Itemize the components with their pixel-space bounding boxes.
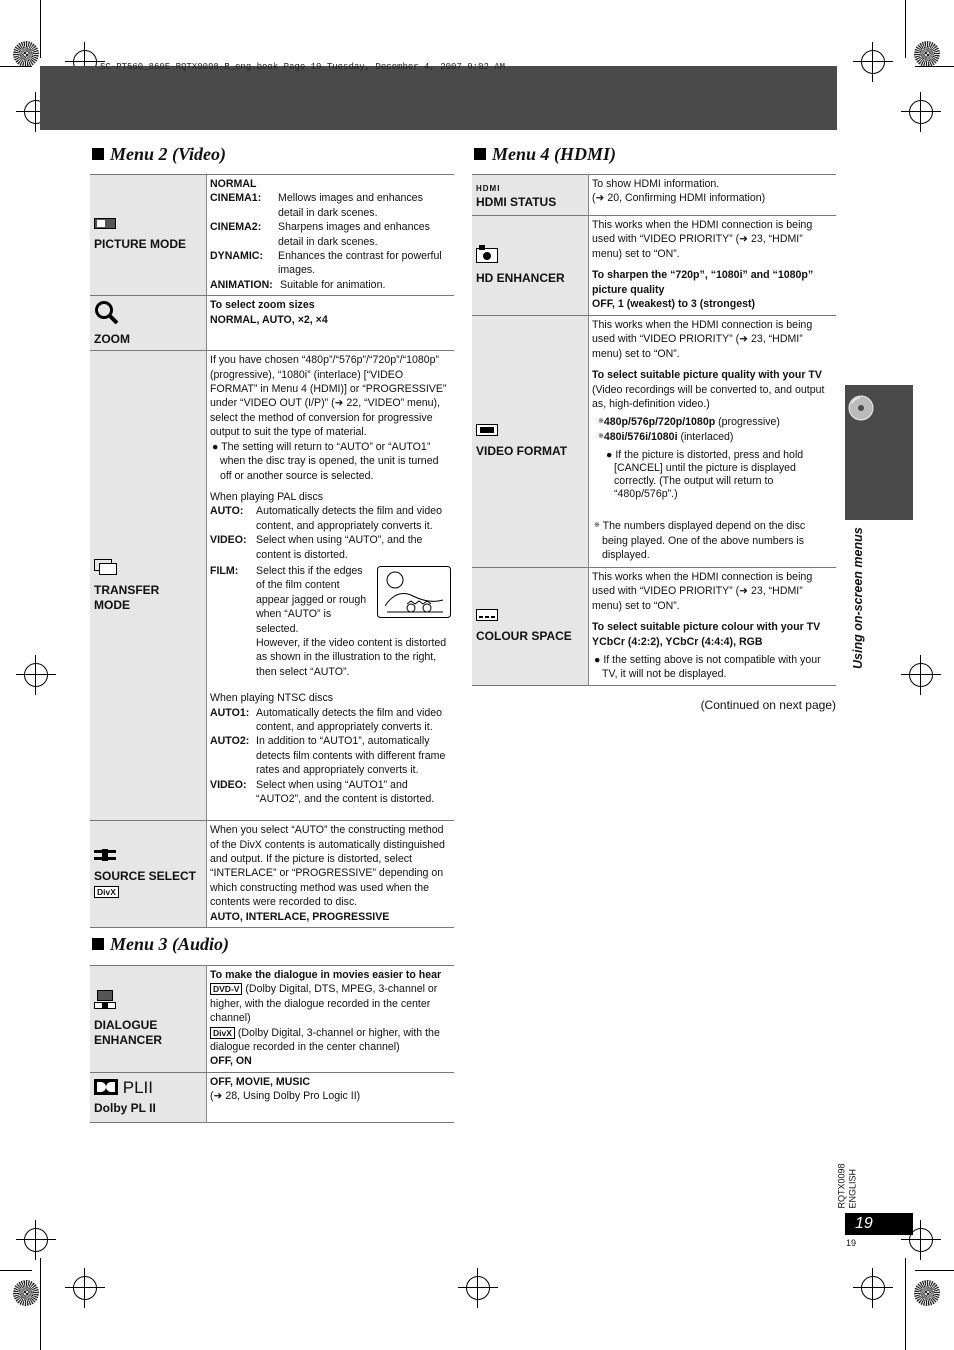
- side-tab: [845, 385, 913, 520]
- footnote: ※ The numbers displayed depend on the disc being played. One of the above numbers is displayed.: [594, 520, 806, 562]
- list-item: DYNAMIC: Enhances the contrast for powerful images.: [210, 250, 442, 277]
- divx-tag: DivX: [210, 1027, 235, 1039]
- registration-mark: [24, 1228, 48, 1252]
- table-row-hdmi-status: [472, 175, 836, 216]
- table-row-video-format: [472, 316, 836, 568]
- square-bullet-icon: [474, 148, 486, 160]
- page-number: 19: [845, 1213, 913, 1235]
- table-row-picture-mode: [90, 175, 454, 296]
- hdmi-status-desc: To show HDMI information. (➜ 20, Confirming HDMI information): [592, 178, 766, 205]
- menu4-table: [472, 174, 836, 686]
- print-slug: SC-PT560_860E-RQTX0098-R_eng.book Page 19 Tuesday, December 4, 2007 9:02 AM: [100, 62, 506, 72]
- transfer-mode-desc: If you have chosen “480p”/“576p”/“720p”/“1080p” (progressive), “1080i” (interlace) [“VIDEO FORMAT” in Menu 4 (HDMI)] or “PROGRESSIVE” under “VIDEO OUT (I/P)” (➜ 22, “VIDEO” menu), select the method of conversion for progressive output to suit the type of material. ● The setting will return to “AUTO” or “AUTO1” when the disc tray is opened, the unit is turned off or another source is selected. When playing PAL discs AUTO: Automatically detects the film and video content, and appropriately converts it. VIDEO: Select when using “AUTO”, and the content is distorted. FILM: Select this if the edges of the film content appear jagged or rough when “AUTO” is selected. However, if the video content is distorted as shown in the illustration to the right, then select “AUTO”. When playing NTSC discs AUTO1: Automatically detects the film and video content, and appropriately converts it. AUTO2: In addition to “AUTO1”, automatically detects film contents with different frame rates and appropriately converts it. VIDEO: Select when using “AUTO1” and “AUTO2”, and the content is distorted.: [207, 351, 455, 821]
- square-bullet-icon: [92, 938, 104, 950]
- table-row-zoom: [90, 296, 454, 351]
- header-band: [40, 66, 837, 130]
- divx-tag: DivX: [94, 886, 119, 898]
- colour-space-icon: [476, 609, 498, 625]
- video-format-label-cell: VIDEO FORMAT: [472, 316, 589, 568]
- color-rosette-top-right: [914, 41, 940, 67]
- crop-mark: [905, 1258, 906, 1350]
- list-item: AUTO1: Automatically detects the film and video content, and appropriately converts it.: [210, 706, 443, 733]
- picture-mode-label-cell: [90, 175, 207, 296]
- list-item: FILM: Select this if the edges of the film content appear jagged or rough when “AUTO” is selected. However, if the video content is distorted as shown in the illustration to the right, then select “AUTO”.: [210, 564, 451, 679]
- registration-mark: [73, 1276, 97, 1300]
- hd-enhancer-label-cell: HD ENHANCER: [472, 216, 589, 316]
- list-item: VIDEO: Select when using “AUTO1” and “AUTO2”, and the content is distorted.: [210, 778, 435, 806]
- menu2-table: [90, 174, 454, 928]
- list-item: ※480i/576i/1080i (interlaced): [598, 430, 734, 443]
- source-select-label-cell: SOURCE SELECT DivX: [90, 821, 207, 928]
- table-row-source-select: [90, 821, 454, 928]
- hd-enhancer-icon: [476, 245, 498, 267]
- list-item: CINEMA1: Mellows images and enhances detail in dark scenes.: [210, 192, 423, 219]
- list-item: AUTO2: In addition to “AUTO1”, automatically detects film contents with different frame rates and appropriately converts it.: [210, 735, 446, 777]
- hd-enhancer-desc: This works when the HDMI connection is being used with “VIDEO PRIORITY” (➜ 23, “HDMI” menu) set to “ON”. To sharpen the “720p”, “1080i” and “1080p” picture quality OFF, 1 (weakest) to 3 (strongest): [592, 219, 814, 311]
- crop-mark: [40, 0, 41, 58]
- magnifier-icon: [94, 300, 120, 328]
- page-number-small: 19: [846, 1238, 857, 1248]
- picture-mode-label: PICTURE MODE: [94, 237, 187, 252]
- menu3-table: [90, 965, 454, 1123]
- colour-space-desc: This works when the HDMI connection is being used with “VIDEO PRIORITY” (➜ 23, “HDMI” menu) set to “ON”. To select suitable picture colour with your TV YCbCr (4:2:2), YCbCr (4:4:4), RGB ● If the setting above is not compatible with your TV, it will not be displayed.: [589, 568, 837, 686]
- table-row-dolby-pl2: [90, 1072, 454, 1122]
- registration-mark: [909, 663, 933, 687]
- square-bullet-icon: [92, 148, 104, 160]
- zoom-label: ZOOM: [94, 331, 130, 346]
- list-item: ANIMATION: Suitable for animation.: [210, 278, 386, 291]
- hdmi-status-label-cell: HDMI HDMI STATUS: [472, 175, 589, 216]
- crop-mark: [905, 0, 906, 58]
- crop-mark: [0, 66, 32, 67]
- list-item: CINEMA2: Sharpens images and enhances detail in dark scenes.: [210, 221, 430, 248]
- option-normal: NORMAL: [210, 178, 257, 190]
- transfer-mode-icon: [94, 559, 118, 579]
- disc-icon: [848, 395, 874, 426]
- color-rosette-bottom-right: [914, 1280, 940, 1306]
- transfer-mode-label-cell: TRANSFER MODE: [90, 351, 207, 821]
- registration-mark: [24, 663, 48, 687]
- crop-mark: [40, 1258, 41, 1350]
- registration-mark: [466, 1276, 490, 1300]
- colour-space-label-cell: COLOUR SPACE: [472, 568, 589, 686]
- color-rosette-bottom-left: [13, 1280, 39, 1306]
- list-item: ● The setting will return to “AUTO” or “AUTO1” when the disc tray is opened, the unit is turned off or another source is selected.: [212, 440, 439, 482]
- registration-mark: [861, 50, 885, 74]
- dvd-v-tag: DVD-V: [210, 983, 242, 995]
- dialogue-enhancer-label-cell: DIALOGUE ENHANCER: [90, 966, 207, 1073]
- menu3-title: Menu 3 (Audio): [92, 934, 229, 955]
- menu4-title: Menu 4 (HDMI): [474, 144, 616, 165]
- source-select-icon: [94, 849, 116, 865]
- registration-mark: [909, 100, 933, 124]
- list-item: VIDEO: Select when using “AUTO”, and the content is distorted.: [210, 534, 423, 561]
- crop-mark: [0, 1270, 32, 1271]
- table-row-transfer-mode: [90, 351, 454, 821]
- dolby-label-cell: PLII Dolby PL II: [90, 1072, 207, 1122]
- dialogue-enhancer-icon: [94, 990, 116, 1014]
- dolby-desc: OFF, MOVIE, MUSIC (➜ 28, Using Dolby Pro Logic II): [210, 1075, 361, 1103]
- picture-mode-desc: [207, 175, 455, 296]
- zoom-label-cell: [90, 296, 207, 351]
- table-row-colour-space: [472, 568, 836, 686]
- table-row-dialogue-enhancer: [90, 966, 454, 1073]
- distorted-video-illustration: [377, 566, 451, 622]
- dialogue-enhancer-desc: To make the dialogue in movies easier to hear DVD-V (Dolby Digital, DTS, MPEG, 3-channel or higher, with the dialogue recorded in the center channel) DivX (Dolby Digital, 3-channel or higher, with the dialogue recorded in the center channel) OFF, ON: [210, 969, 442, 1068]
- picture-mode-icon: [94, 218, 116, 233]
- list-item: ※480p/576p/720p/1080p (progressive): [598, 416, 780, 429]
- zoom-desc: To select zoom sizes NORMAL, AUTO, ×2, ×4: [210, 299, 328, 326]
- dolby-logo-icon: PLII: [94, 1079, 153, 1097]
- model-code: RQTX0098 ENGLISH: [836, 1163, 858, 1209]
- hdmi-icon: HDMI: [476, 184, 501, 193]
- registration-mark: [861, 1276, 885, 1300]
- video-format-desc: This works when the HDMI connection is being used with “VIDEO PRIORITY” (➜ 23, “HDMI” menu) set to “ON”. To select suitable picture quality with your TV (Video recordings will be converted to, and output as, high-definition video.) ※480p/576p/720p/1080p (progressive) ※480i/576i/1080i (interlaced) ● If the picture is distorted, press and hold [CANCEL] until the picture is displayed correctly. (The output will return to “480p/576p”.) ※ The numbers displayed depend on the disc being played. One of the above numbers is displayed.: [589, 316, 837, 568]
- section-side-label: Using on-screen menus: [851, 527, 865, 669]
- menu2-title: Menu 2 (Video): [92, 144, 226, 165]
- list-item: ● If the picture is distorted, press and hold [CANCEL] until the picture is displayed correctly. (The output will return to “480p/576p”.): [606, 449, 804, 501]
- color-rosette-top-left: [13, 41, 39, 67]
- source-select-desc: When you select “AUTO” the constructing method of the DivX contents is automatically distinguished and output. If the picture is distorted, select “INTERLACE” or “PROGRESSIVE” depending on which constructing method was used when the contents were recorded to disc. AUTO, INTERLACE, PROGRESSIVE: [210, 824, 445, 923]
- crop-mark: [915, 1270, 954, 1271]
- crop-mark: [915, 66, 954, 67]
- video-format-icon: [476, 424, 498, 440]
- list-item: ● If the setting above is not compatible with your TV, it will not be displayed.: [594, 654, 821, 681]
- continued-note: (Continued on next page): [700, 698, 836, 712]
- list-item: AUTO: Automatically detects the film and video content, and appropriately converts it.: [210, 505, 443, 532]
- table-row-hd-enhancer: [472, 216, 836, 316]
